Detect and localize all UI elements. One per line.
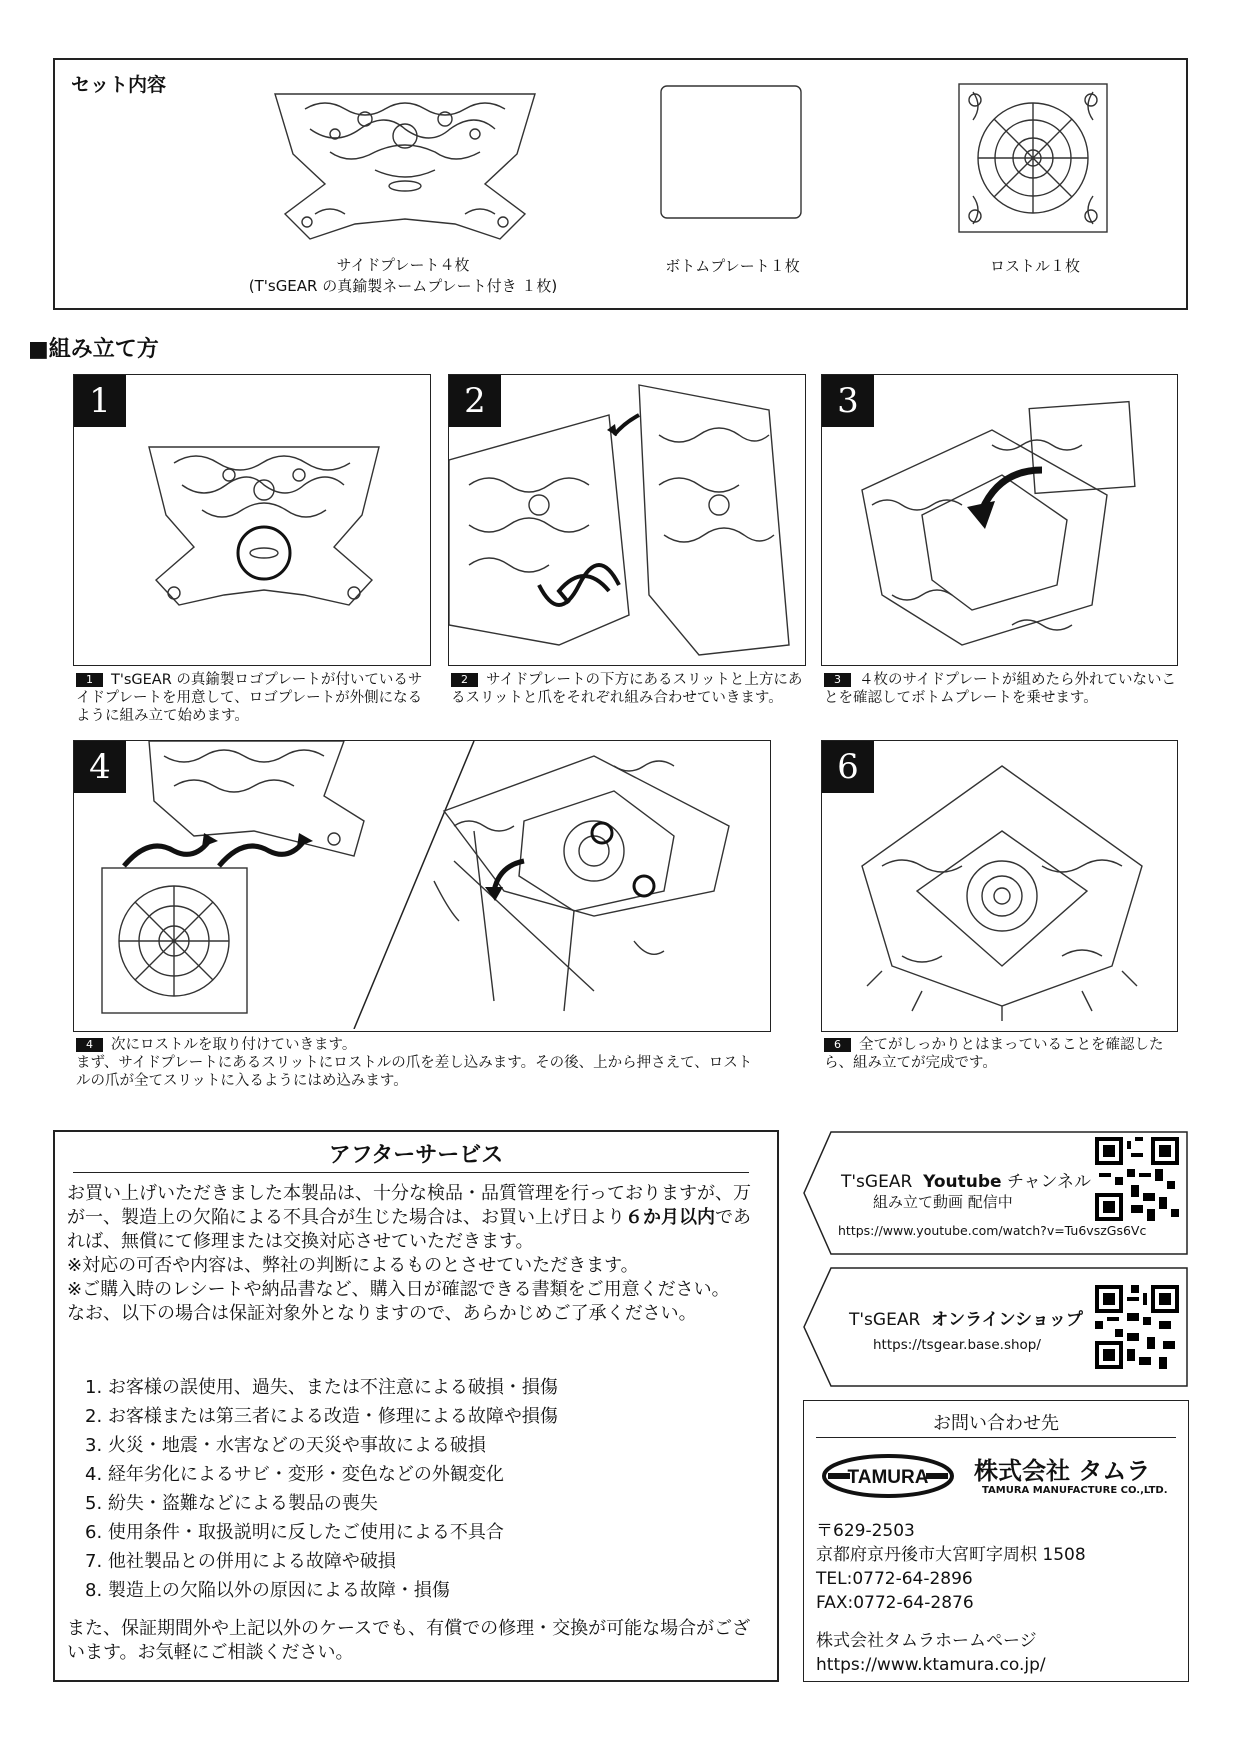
list-item: 1. お客様の誤使用、過失、または不注意による破損・損傷 [85, 1377, 558, 1398]
step-text: 次にロストルを取り付けていきます。 [111, 1037, 357, 1053]
step-tag: 3 [824, 673, 851, 687]
youtube-name: Youtube [923, 1172, 1002, 1192]
side-plate-label-main: サイドプレート４枚 [336, 256, 470, 274]
youtube-channel-line [841, 1167, 1091, 1192]
youtube-banner[interactable] [803, 1131, 1189, 1255]
step-6-panel [821, 740, 1178, 1032]
side-plate-illustration [255, 74, 555, 244]
grate-illustration [953, 78, 1113, 238]
step-text: サイドプレートの下方にあるスリットと上方にあるスリットと爪をそれぞれ組み合わせていきます。 [451, 672, 803, 706]
channel-label: チャンネル [1006, 1172, 1091, 1192]
youtube-url[interactable]: https://www.youtube.com/watch?v=Tu6vszGs6Vc [838, 1223, 1147, 1238]
bottom-plate-label: ボトムプレート１枚 [665, 257, 800, 275]
list-item: 3. 火災・地震・水害などの天災や事故による破損 [85, 1435, 486, 1456]
side-plate-label-sub: (T'sGEAR の真鍮製ネームプレート付き １枚) [248, 277, 558, 295]
side-plate-label [193, 255, 613, 297]
tamura-logo-text: TAMURA [847, 1467, 929, 1488]
warranty-period: ６か月以内 [625, 1207, 715, 1228]
shop-banner[interactable] [803, 1267, 1189, 1387]
list-item: 8. 製造上の欠陥以外の原因による故障・損傷 [85, 1580, 450, 1601]
step-text: T'sGEAR の真鍮製ロゴプレートが付いているサイドプレートを用意して、ロゴプレートが外側になるように組み立て始めます。 [76, 672, 423, 724]
contact-address-block [816, 1519, 1086, 1615]
step-3-panel [821, 374, 1178, 666]
step-2-illustration [449, 375, 804, 663]
step-tag: 1 [76, 673, 103, 687]
tamura-logo [820, 1451, 956, 1501]
list-item: 7. 他社製品との併用による故障や破損 [85, 1551, 396, 1572]
step-text-rest: まず、サイドプレートにあるスリットにロストルの爪を差し込みます。その後、上から押さえて、ロストルの爪が全てスリットに入るようにはめ込みます。 [76, 1055, 753, 1089]
step-6-illustration [842, 756, 1162, 1026]
title-underline [73, 1172, 749, 1173]
youtube-qr-code[interactable] [1095, 1137, 1179, 1221]
brand-name: T'sGEAR [841, 1172, 913, 1192]
exclusion-list [85, 1373, 558, 1605]
company-name: 株式会社 タムラ [974, 1457, 1151, 1485]
warranty-note-2: ※ご購入時のレシートや納品書など、購入日が確認できる書類をご用意ください。 [67, 1279, 730, 1300]
address: 京都府京丹後市大宮町字周枳 1508 [816, 1545, 1086, 1565]
after-service-box [53, 1130, 779, 1682]
list-item: 4. 経年劣化によるサビ・変形・変色などの外観変化 [85, 1464, 504, 1485]
homepage-label: 株式会社タムラホームページ [816, 1631, 1037, 1651]
step-number: 1 [74, 375, 126, 427]
step-number: 2 [449, 375, 501, 427]
homepage-block [816, 1629, 1046, 1677]
set-contents-title: セット内容 [71, 74, 167, 96]
brand-name: T'sGEAR [849, 1310, 921, 1330]
list-item: 6. 使用条件・取扱説明に反したご使用による不具合 [85, 1522, 504, 1543]
shop-name: オンラインショップ [931, 1310, 1083, 1330]
company-name-en: TAMURA MANUFACTURE CO.,LTD. [982, 1485, 1168, 1496]
homepage-url[interactable]: https://www.ktamura.co.jp/ [816, 1655, 1046, 1675]
closing-paragraph: また、保証期間外や上記以外のケースでも、有償での修理・交換が可能な場合がございます。お気軽にご相談ください。 [67, 1618, 751, 1663]
youtube-subline: 組み立て動画 配信中 [873, 1193, 1013, 1211]
tel[interactable]: TEL:0772-64-2896 [816, 1569, 973, 1589]
step-4-panel [73, 740, 771, 1032]
step-4-illustration [74, 741, 769, 1029]
step-1-panel [73, 374, 431, 666]
step-tag: 4 [76, 1038, 103, 1052]
postal-code: 〒629-2503 [816, 1521, 915, 1541]
step-tag: 6 [824, 1038, 851, 1052]
list-item: 2. お客様または第三者による改造・修理による故障や損傷 [85, 1406, 558, 1427]
warranty-text-b: であれば、無償にて修理または交換対応させていただきます。 [67, 1207, 751, 1252]
contact-title-underline [816, 1437, 1176, 1438]
step-2-caption [451, 671, 803, 707]
fax: FAX:0772-64-2876 [816, 1593, 974, 1613]
warranty-note-3: なお、以下の場合は保証対象外となりますので、あらかじめご了承ください。 [67, 1303, 697, 1324]
step-2-panel [448, 374, 806, 666]
contact-title: お問い合わせ先 [933, 1413, 1059, 1434]
step-number: 4 [74, 741, 126, 793]
step-text: ４枚のサイドプレートが組めたら外れていないことを確認してボトムプレートを乗せます。 [824, 672, 1176, 706]
warranty-text-a: お買い上げいただきました本製品は、十分な検品・品質管理を行っておりますが、万が一、製造上の欠陥による不具合が生じた場合は、お買い上げ日より [67, 1183, 751, 1228]
step-number: 3 [822, 375, 874, 427]
contact-box [803, 1400, 1189, 1682]
step-3-caption [824, 671, 1176, 707]
shop-qr-code[interactable] [1095, 1285, 1179, 1369]
step-6-caption [824, 1036, 1176, 1072]
assembly-heading: ■組み立て方 [28, 337, 159, 362]
step-1-caption [76, 671, 428, 725]
step-number: 6 [822, 741, 874, 793]
step-3-illustration [842, 395, 1172, 660]
warranty-note-1: ※対応の可否や内容は、弊社の判断によるものとさせていただきます。 [67, 1255, 639, 1276]
set-contents-box [53, 58, 1188, 310]
grate-label: ロストル１枚 [989, 257, 1080, 275]
warranty-paragraph [67, 1182, 767, 1326]
shop-url[interactable]: https://tsgear.base.shop/ [873, 1337, 1041, 1353]
after-service-title: アフターサービス [328, 1143, 504, 1168]
step-1-illustration [134, 435, 394, 645]
shop-line [849, 1305, 1083, 1330]
bottom-plate-illustration [657, 82, 805, 222]
step-text: 全てがしっかりとはまっていることを確認したら、組み立てが完成です。 [824, 1037, 1164, 1071]
step-4-caption [76, 1036, 766, 1090]
list-item: 5. 紛失・盗難などによる製品の喪失 [85, 1493, 378, 1514]
step-tag: 2 [451, 673, 478, 687]
